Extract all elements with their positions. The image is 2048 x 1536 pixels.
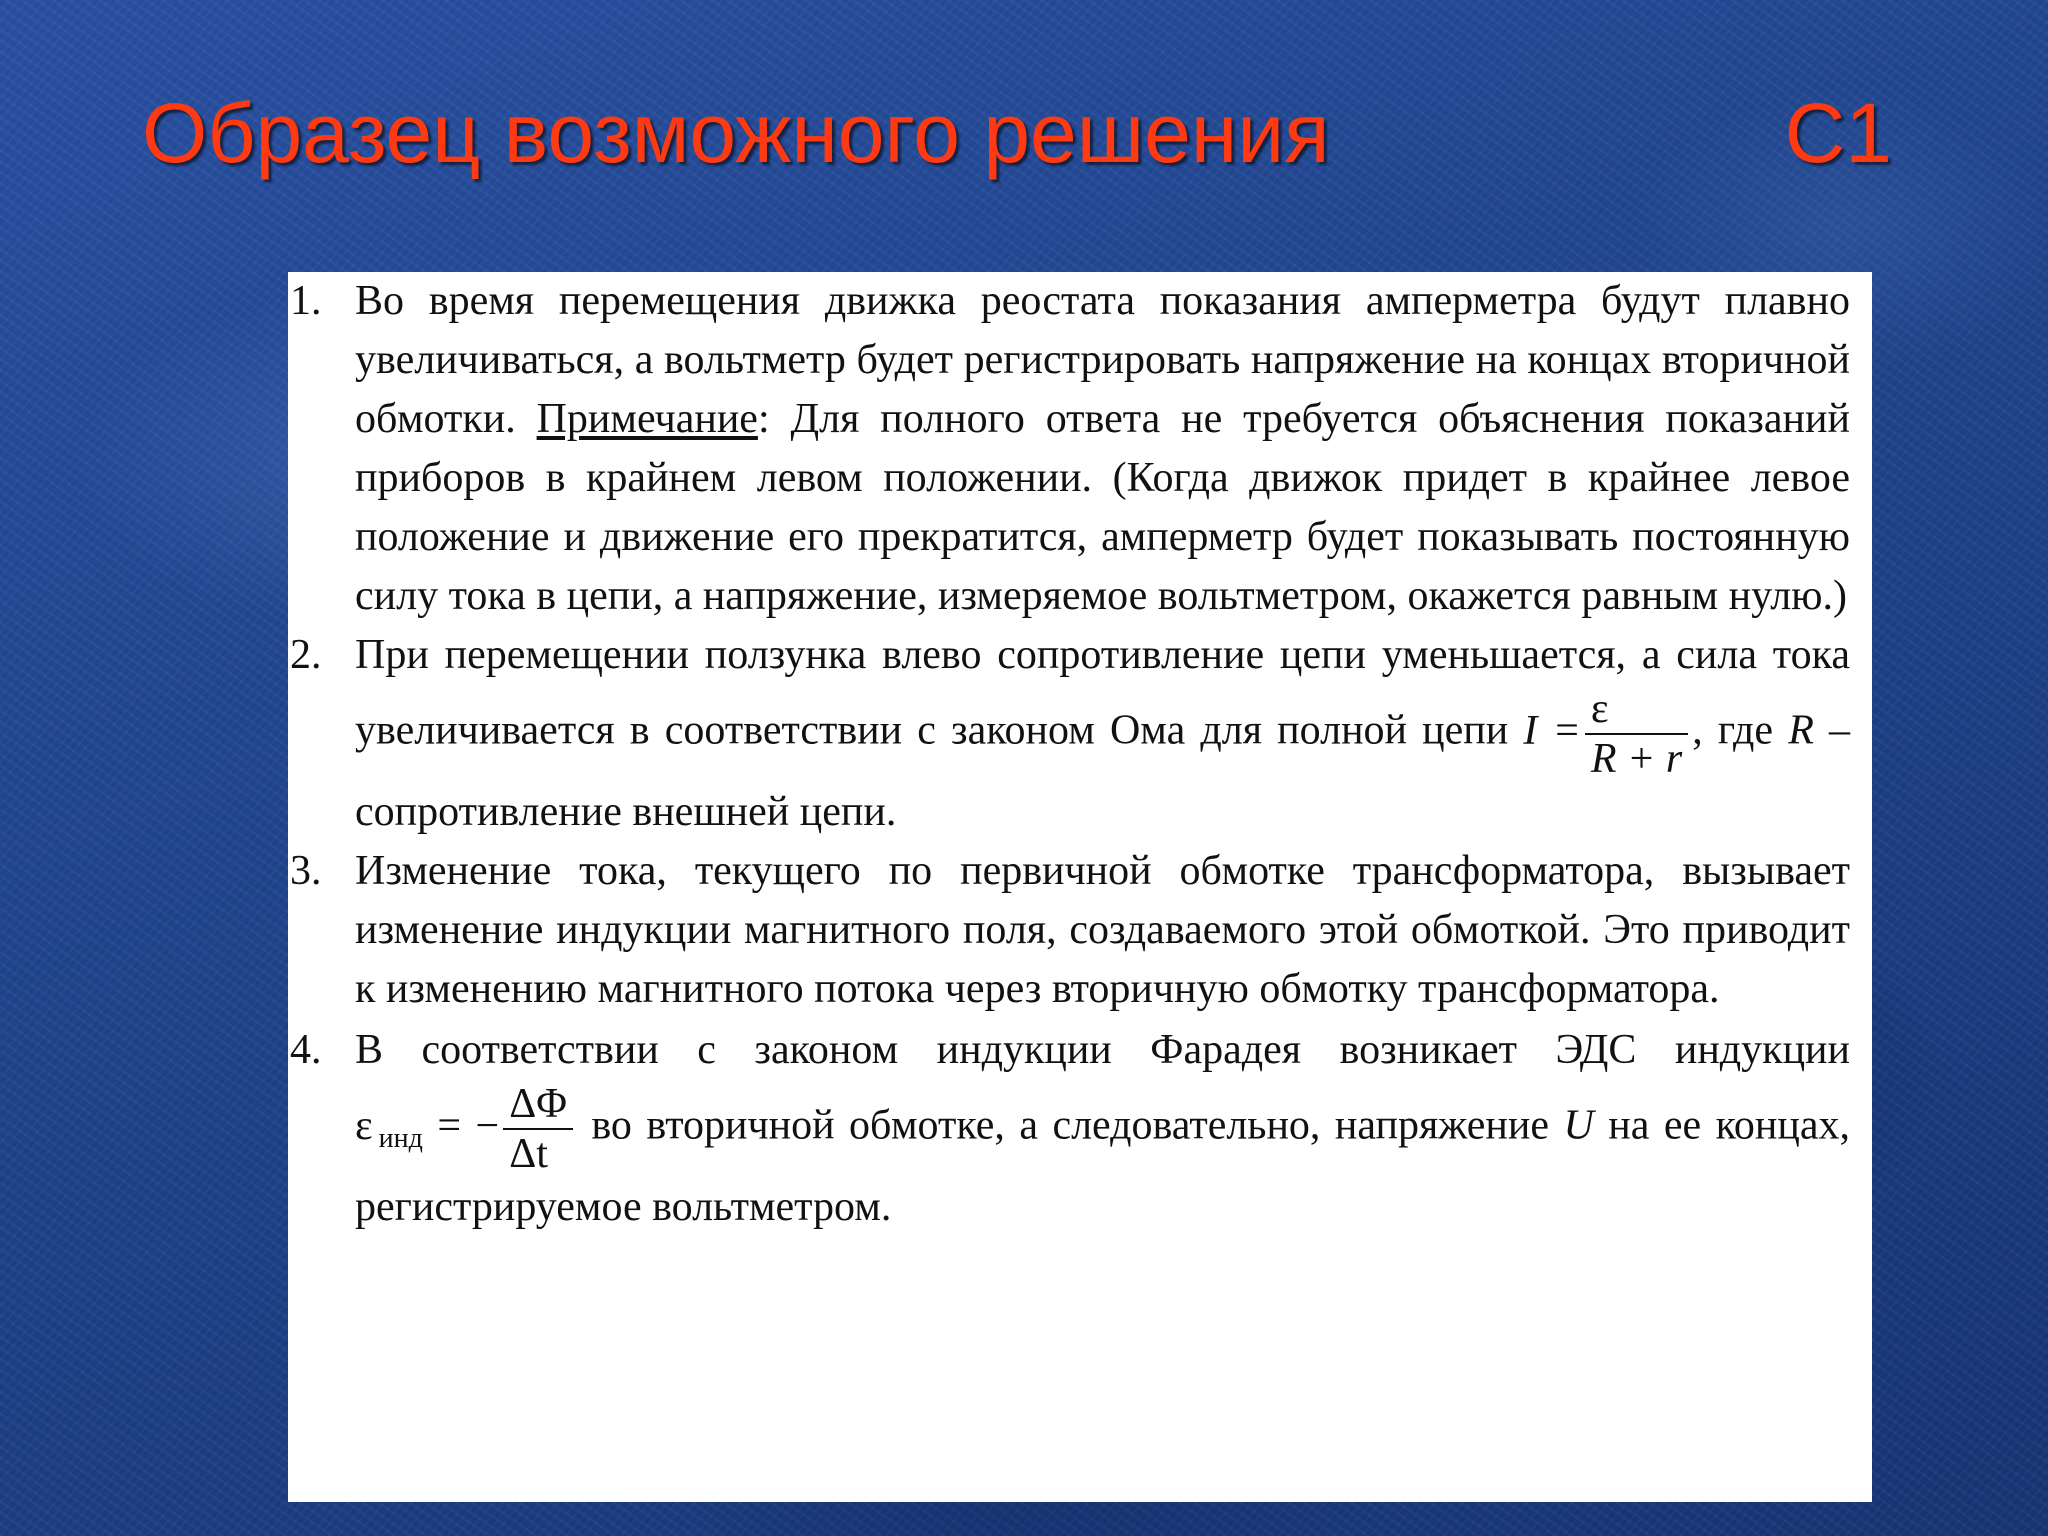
emf-symbol: ε: [355, 1102, 373, 1149]
item-text: Во время перемещения движка реостата показания амперметра будут плавно увеличиваться, а вольтметр будет регистрировать напряжение на концах вторичной обмотки.: [355, 278, 1850, 442]
item-text: во вторичной обмотке, а следовательно, напряжение: [576, 1102, 1564, 1149]
solution-panel: [288, 272, 1872, 1502]
solution-list: [288, 272, 1850, 1237]
title-main: Образец возможного решения: [142, 86, 1330, 180]
item-text: При перемещении ползунка влево сопротивление цепи уменьшается, а сила тока увеличивается в соответствии с законом Ома для полной цепи: [355, 632, 1850, 754]
fraction-denominator: Δt: [509, 1131, 548, 1177]
formula-equals: = −: [422, 1102, 500, 1149]
fraction-denominator: R + r: [1590, 736, 1683, 782]
formula-fraction: [1585, 685, 1688, 783]
variable-u: U: [1563, 1102, 1594, 1149]
item-number: 3.: [290, 848, 322, 894]
solution-item-3: [288, 842, 1850, 1019]
item-number: 2.: [290, 632, 322, 678]
solution-item-2: [288, 626, 1850, 842]
item-text: Изменение тока, текущего по первичной обмотке трансформатора, вызывает изменение индукции магнитного поля, создаваемого этой обмоткой. Это приводит к изменению магнитного потока через вторичную обмотку трансформатора.: [355, 848, 1850, 1012]
solution-item-1: [288, 272, 1850, 626]
item-text: – сопротивление внешней цепи.: [355, 707, 1851, 835]
title-task-code: С1: [1784, 86, 1892, 180]
formula-lhs: I =: [1523, 707, 1581, 754]
item-text: : Для полного ответа не требуется объяснения показаний приборов в крайнем левом положении. (Когда движок придет в крайнее левое положение и движение его прекратится, амперметр будет показывать постоянную силу тока в цепи, а напряжение, измеряемое вольтметром, окажется равным нулю.): [355, 396, 1850, 619]
note-label: Примечание: [536, 396, 758, 442]
solution-item-4: [288, 1021, 1850, 1237]
fraction-numerator: ε: [1585, 685, 1688, 735]
variable-r: R: [1788, 707, 1814, 754]
item-text: на ее концах, регистрируемое вольтметром.: [355, 1102, 1850, 1230]
item-text: В соответствии с законом индукции Фарадея возникает ЭДС индукции: [355, 1027, 1850, 1073]
item-number: 4.: [290, 1027, 322, 1073]
ohm-law-formula: [1523, 686, 1692, 782]
item-text: , где: [1692, 707, 1789, 754]
emf-subscript: инд: [378, 1122, 423, 1154]
formula-fraction: [503, 1080, 573, 1178]
slide-title: [142, 78, 1892, 188]
item-number: 1.: [290, 278, 322, 324]
fraction-numerator: ΔΦ: [503, 1080, 573, 1130]
